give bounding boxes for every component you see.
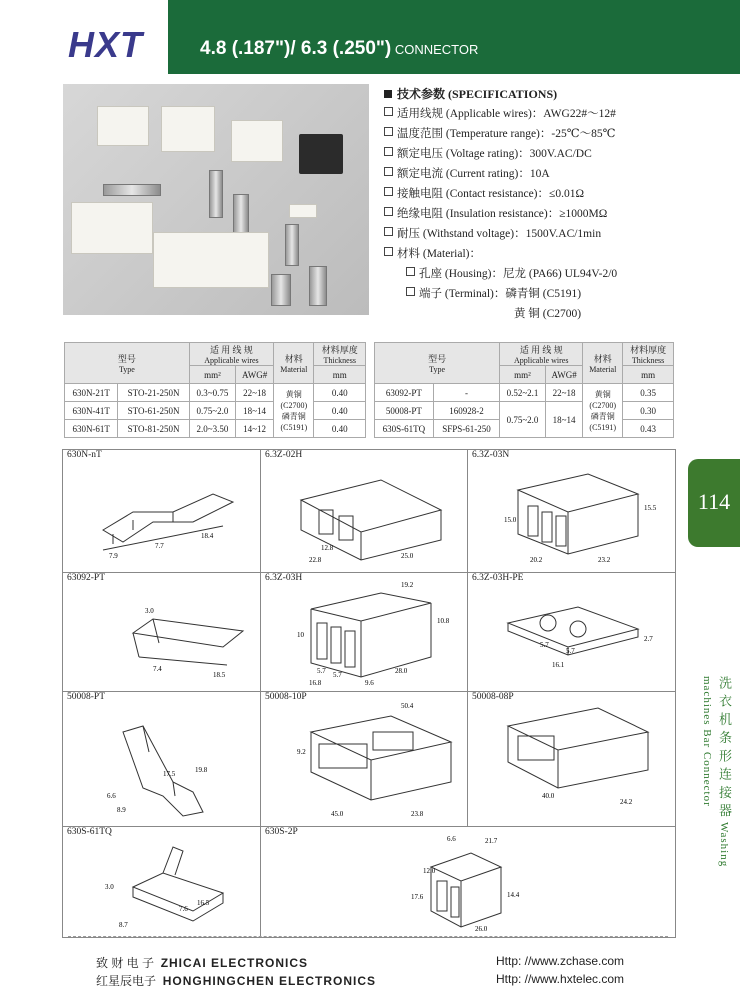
table-row: [375, 384, 674, 402]
drawing-label: 630N-nT: [67, 450, 102, 460]
product-photo: [63, 84, 369, 315]
dim-label: 22.8: [309, 556, 322, 564]
cell: 63092-PT: [375, 384, 434, 402]
dim-label: 23.8: [411, 810, 424, 818]
title-size: 4.8 (.187")/ 6.3 (.250"): [200, 38, 392, 59]
drawing-label: 50008-PT: [67, 692, 105, 702]
dim-label: 10: [297, 631, 304, 639]
terminal-part: [309, 266, 327, 306]
housing-drawing: [261, 692, 468, 828]
checkbox-icon: [384, 187, 393, 196]
dim-label: 23.2: [598, 556, 611, 564]
cell: 630N-61T: [65, 420, 118, 438]
spec-heading: [384, 84, 617, 104]
cell: 0.40: [314, 420, 366, 438]
wires-header: [500, 343, 583, 366]
drawing-6-3z-03n: [467, 449, 676, 575]
cell: 0.40: [314, 384, 366, 402]
company-en: HONGHINGCHEN ELECTRONICS: [162, 974, 377, 988]
page-number: 114: [697, 489, 731, 514]
footer-company-2: [96, 972, 376, 989]
spec-row: [384, 124, 617, 144]
company-en: ZHICAI ELECTRONICS: [160, 956, 309, 970]
checkbox-icon: [384, 227, 393, 236]
spec-text: 适用线规 (Applicable wires)：AWG22#～12#: [397, 108, 616, 120]
drawing-label: 630S-2P: [265, 827, 298, 837]
dim-label: 26.0: [475, 925, 488, 933]
dim-label: 24.2: [620, 798, 633, 806]
header-text: Thickness: [631, 356, 665, 365]
header-text: 材料: [593, 354, 612, 364]
spec-row: [384, 164, 617, 184]
cell: 22~18: [236, 384, 274, 402]
header-text: Material: [280, 365, 308, 374]
cell: 160928-2: [433, 402, 499, 420]
awg-header: AWG#: [236, 366, 274, 384]
header-text: 型号: [117, 354, 136, 364]
checkbox-icon: [406, 287, 415, 296]
type-header: [375, 343, 500, 384]
spec-row: [384, 104, 617, 124]
dim-label: 50.4: [401, 702, 414, 710]
awg-header: AWG#: [545, 366, 583, 384]
square-bullet-icon: [384, 90, 392, 98]
header-text: 适 用 线 规: [210, 345, 253, 355]
wires-header: [189, 343, 273, 366]
cell: STO-21-250N: [118, 384, 189, 402]
footer-url-2[interactable]: Http: //www.hxtelec.com: [496, 972, 625, 986]
dim-label: 12.8: [321, 544, 334, 552]
table-row: [65, 402, 366, 420]
cell-text: 磷青铜: [590, 411, 615, 421]
spec-text: 温度范围 (Temperature range)：-25℃～85℃: [397, 128, 616, 140]
header-text: Material: [589, 365, 617, 374]
housing-drawing: [468, 450, 675, 574]
table-row: [65, 420, 366, 438]
drawing-6-3z-03h-pe: [467, 572, 676, 694]
cell: 2.0~3.50: [189, 420, 235, 438]
dim-label: 21.7: [485, 837, 498, 845]
dim-label: 6.6: [107, 792, 116, 800]
page-header: [0, 0, 740, 74]
terminal-part: [271, 274, 291, 306]
logo-area: [0, 0, 168, 74]
spec-table-2: [374, 342, 674, 438]
dim-label: 18.5: [213, 671, 226, 679]
header-text: 材料厚度: [321, 345, 358, 355]
drawing-630s-2p: [260, 826, 676, 938]
dim-label: 3.0: [105, 883, 114, 891]
dim-label: 19.2: [401, 581, 414, 589]
cell: 630N-21T: [65, 384, 118, 402]
side-caption-cn: 洗 衣 机 条 形 连 接 器: [717, 676, 732, 818]
cell: 0.52~2.1: [500, 384, 546, 402]
dim-label: 7.7: [155, 542, 164, 550]
housing-drawing: [468, 692, 675, 828]
terminal-drawing: [63, 692, 261, 828]
dim-label: 19.8: [195, 766, 208, 774]
cell: 0.75~2.0: [500, 402, 546, 438]
checkbox-icon: [384, 167, 393, 176]
header-text: 材料厚度: [630, 345, 667, 355]
dim-label: 14.4: [507, 891, 520, 899]
dim-label: 7.9: [109, 552, 118, 560]
cell: STO-81-250N: [118, 420, 189, 438]
spec-row: [384, 144, 617, 164]
page-title: [200, 38, 478, 60]
cell-text: 磷青铜: [281, 411, 306, 421]
dim-label: 6.6: [447, 835, 456, 843]
dim-label: 17.5: [163, 770, 176, 778]
unit-header: mm: [314, 366, 366, 384]
spec-table-1: [64, 342, 366, 438]
checkbox-icon: [384, 147, 393, 156]
dim-label: 5.7: [333, 671, 342, 679]
cell: 0.75~2.0: [189, 402, 235, 420]
dim-label: 16.8: [309, 679, 322, 687]
dim-label: 25.0: [401, 552, 414, 560]
drawing-label: 630S-61TQ: [67, 827, 112, 837]
checkbox-icon: [406, 267, 415, 276]
company-cn: 红星辰电子: [96, 974, 157, 988]
terminal-part: [209, 170, 223, 218]
cell: 18~14: [236, 402, 274, 420]
header-text: Applicable wires: [204, 356, 259, 365]
housing-part: [289, 204, 317, 218]
table-row: [65, 384, 366, 402]
thickness-header: [314, 343, 366, 366]
drawing-630s-61tq: [62, 826, 262, 938]
mm2-header: mm²: [500, 366, 546, 384]
spec-text: 额定电压 (Voltage rating)：300V.AC/DC: [397, 148, 592, 160]
housing-drawing: [261, 573, 468, 693]
dim-label: 12.0: [423, 867, 436, 875]
footer-rule: [68, 936, 668, 937]
drawing-label: 6.3Z-03N: [472, 450, 510, 460]
cell: 0.3~0.75: [189, 384, 235, 402]
spec-row: [384, 244, 617, 264]
specifications: [384, 84, 617, 324]
material-cell: [583, 384, 623, 438]
drawing-6-3z-03h: [260, 572, 469, 694]
cell-text: (C5191): [280, 422, 308, 432]
material-cell: [274, 384, 314, 438]
cell: STO-61-250N: [118, 402, 189, 420]
dim-label: 7.6: [179, 905, 188, 913]
dim-label: 8.7: [119, 921, 128, 929]
side-caption: [690, 676, 734, 898]
spec-heading-text: 技术参数 (SPECIFICATIONS): [397, 87, 558, 101]
header-text: Thickness: [323, 356, 356, 365]
header-text: Type: [118, 365, 135, 374]
spec-text: 材料 (Material)：: [397, 248, 481, 260]
terminal-drawing: [63, 450, 261, 574]
spec-text: 额定电流 (Current rating)：10A: [397, 168, 550, 180]
spec-text: 绝缘电阻 (Insulation resistance)：≥1000MΩ: [397, 208, 608, 220]
dim-label: 5.7: [540, 641, 549, 649]
cell: 22~18: [545, 384, 583, 402]
cell: 0.40: [314, 402, 366, 420]
cell: 0.35: [623, 384, 674, 402]
cell: SFPS-61-250: [433, 420, 499, 438]
dim-label: 10.8: [437, 617, 450, 625]
dim-label: 3.0: [145, 607, 154, 615]
dim-label: 2.7: [644, 635, 653, 643]
cover-drawing: [468, 573, 675, 693]
cell: 50008-PT: [375, 402, 434, 420]
brand-logo: HXT: [68, 24, 143, 65]
drawing-50008-pt: [62, 691, 262, 829]
spec-row: [384, 224, 617, 244]
cell: 630S-61TQ: [375, 420, 434, 438]
dim-label: 17.6: [411, 893, 424, 901]
drawing-6-3z-02h: [260, 449, 469, 575]
cell: 14~12: [236, 420, 274, 438]
spec-text: 耐压 (Withstand voltage)：1500V.AC/1min: [397, 228, 602, 240]
terminal-drawing: [63, 573, 261, 693]
spec-row: [384, 204, 617, 224]
header-text: 适 用 线 规: [519, 345, 563, 355]
dim-label: 7.4: [153, 665, 162, 673]
housing-part: [231, 120, 283, 162]
housing-part: [71, 202, 153, 254]
header-text: 型号: [428, 354, 447, 364]
dim-label: 9.2: [297, 748, 306, 756]
cell: 0.30: [623, 402, 674, 420]
dim-label: 8.9: [117, 806, 126, 814]
cell: 0.43: [623, 420, 674, 438]
dim-label: 15.0: [504, 516, 517, 524]
black-housing: [299, 134, 343, 174]
header-text: 材料: [284, 354, 303, 364]
dim-label: 16.5: [197, 899, 210, 907]
material-header: [274, 343, 314, 384]
table-row: [375, 402, 674, 420]
spec-row: 黄 铜 (C2700): [514, 308, 582, 320]
material-header: [583, 343, 623, 384]
drawing-label: 50008-10P: [265, 692, 307, 702]
dim-label: 45.0: [331, 810, 344, 818]
dim-label: 40.0: [542, 792, 555, 800]
checkbox-icon: [384, 107, 393, 116]
dim-label: 9.6: [365, 679, 374, 687]
drawing-50008-10p: [260, 691, 469, 829]
drawing-630n-nt: [62, 449, 262, 575]
terminal-drawing: [63, 827, 261, 937]
spec-row: [384, 264, 617, 284]
checkbox-icon: [384, 247, 393, 256]
side-caption-en: Washing machines Bar Connector: [701, 676, 730, 868]
cell-text: (C5191): [589, 422, 617, 432]
type-header: [65, 343, 190, 384]
cell-text: (C2700): [280, 400, 308, 410]
dim-label: 18.4: [201, 532, 214, 540]
header-text: Applicable wires: [514, 356, 569, 365]
spec-text: 接触电阻 (Contact resistance)：≤0.01Ω: [397, 188, 584, 200]
drawing-label: 6.3Z-03H: [265, 573, 303, 583]
spec-text: 孔座 (Housing)：尼龙 (PA66) UL94V-2/0: [419, 268, 618, 280]
housing-part: [153, 232, 269, 288]
housing-drawing: [261, 827, 675, 937]
cell-text: 黄铜: [285, 389, 302, 399]
footer-company-1: [96, 954, 308, 971]
drawing-63092-pt: [62, 572, 262, 694]
cell: 18~14: [545, 402, 583, 438]
dim-label: 16.1: [552, 661, 565, 669]
unit-header: mm: [623, 366, 674, 384]
footer-url-1[interactable]: Http: //www.zchase.com: [496, 954, 625, 968]
cell: -: [433, 384, 499, 402]
spec-row: [384, 184, 617, 204]
cell: 630N-41T: [65, 402, 118, 420]
terminal-part: [103, 184, 161, 196]
cell-text: 黄铜: [594, 389, 611, 399]
spec-row: [384, 284, 617, 304]
header-bar: [168, 0, 740, 74]
checkbox-icon: [384, 207, 393, 216]
spec-text: 端子 (Terminal)：磷青铜 (C5191): [419, 288, 582, 300]
housing-drawing: [261, 450, 468, 574]
dim-label: 5.7: [566, 647, 575, 655]
dim-label: 15.5: [644, 504, 657, 512]
title-suffix: CONNECTOR: [391, 42, 479, 57]
drawing-label: 50008-08P: [472, 692, 514, 702]
mm2-header: mm²: [189, 366, 235, 384]
housing-part: [97, 106, 149, 146]
drawing-label: 63092-PT: [67, 573, 105, 583]
header-text: Type: [429, 365, 446, 374]
cell-text: (C2700): [589, 400, 617, 410]
checkbox-icon: [384, 127, 393, 136]
company-cn: 致 财 电 子: [96, 956, 155, 970]
drawing-label: 6.3Z-03H-PE: [472, 573, 524, 583]
drawing-label: 6.3Z-02H: [265, 450, 303, 460]
dim-label: 28.0: [395, 667, 408, 675]
dim-label: 20.2: [530, 556, 543, 564]
thickness-header: [623, 343, 674, 366]
dim-label: 5.7: [317, 667, 326, 675]
housing-part: [161, 106, 215, 152]
drawing-50008-08p: [467, 691, 676, 829]
terminal-part: [285, 224, 299, 266]
